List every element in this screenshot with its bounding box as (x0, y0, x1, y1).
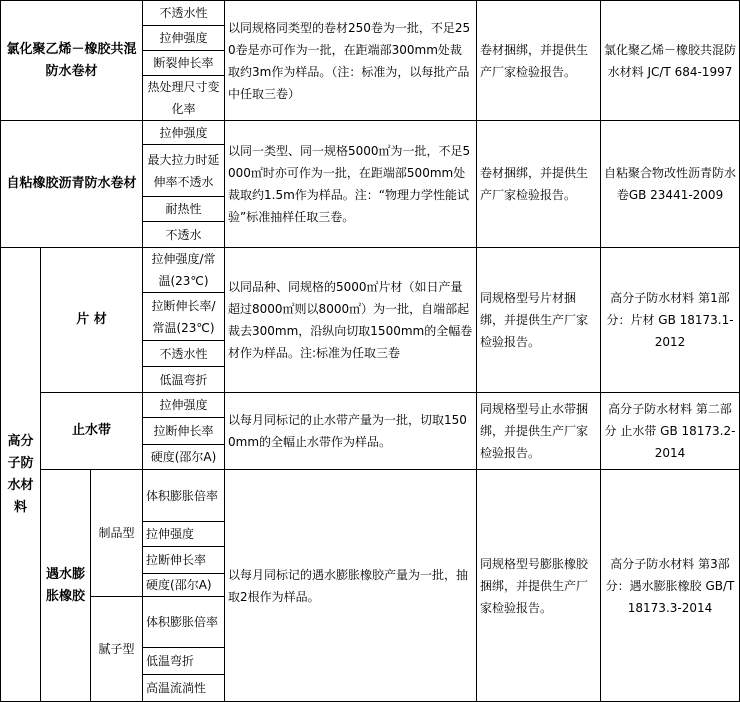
sampling-rule: 以每月同标记的止水带产量为一批，切取1500mm的全幅止水带作为样品。 (225, 393, 477, 470)
standard-ref: 高分子防水材料 第二部分 止水带 GB 18173.2-2014 (601, 393, 740, 470)
sampling-rule: 以同品种、同规格的5000㎡片材（如日产量超过8000㎡则以8000㎡）为一批，自端部起裁去300mm，沿纵向切取1500mm的全幅卷材作为样品。注:标准为任取三卷 (225, 248, 477, 393)
test-item: 拉断伸长率/常温(23℃) (143, 293, 225, 341)
packing-rule: 卷材捆绑，并提供生产厂家检验报告。 (477, 121, 601, 248)
standard-ref: 高分子防水材料 第1部分：片材 GB 18173.1-2012 (601, 248, 740, 393)
subcategory-sheet: 片 材 (41, 248, 143, 393)
test-item: 拉断伸长率 (143, 418, 225, 445)
packing-rule: 同规格型号止水带捆绑，并提供生产厂家检验报告。 (477, 393, 601, 470)
test-item: 断裂伸长率 (143, 51, 225, 76)
category-pvc-rubber: 氯化聚乙烯－橡胶共混防水卷材 (1, 1, 143, 121)
packing-rule: 同规格型号膨胀橡胶捆绑，并提供生产厂家检验报告。 (477, 470, 601, 702)
test-item: 体积膨胀倍率 (143, 470, 225, 522)
test-item: 最大拉力时延伸率不透水 (143, 145, 225, 197)
test-item: 拉伸强度 (143, 522, 225, 547)
test-item: 低温弯折 (143, 367, 225, 393)
test-item: 硬度(邵尔A) (143, 574, 225, 597)
test-item: 拉伸强度/常温(23℃) (143, 248, 225, 293)
standard-ref: 自粘聚合物改性沥青防水卷GB 23441-2009 (601, 121, 740, 248)
test-item: 耐热性 (143, 197, 225, 222)
test-item: 热处理尺寸变化率 (143, 76, 225, 121)
test-item: 拉伸强度 (143, 26, 225, 51)
test-item: 拉伸强度 (143, 393, 225, 418)
test-item: 硬度(邵尔A) (143, 445, 225, 470)
test-item: 不透水 (143, 222, 225, 248)
type-paste: 腻子型 (91, 597, 143, 702)
category-polymer: 高分子防水材料 (1, 248, 41, 702)
test-item: 拉断伸长率 (143, 547, 225, 574)
category-self-adhesive-asphalt: 自粘橡胶沥青防水卷材 (1, 121, 143, 248)
standard-ref: 氯化聚乙烯－橡胶共混防水材料 JC/T 684-1997 (601, 1, 740, 121)
sampling-rule: 以每月同标记的遇水膨胀橡胶产量为一批，抽取2根作为样品。 (225, 470, 477, 702)
test-item: 低温弯折 (143, 648, 225, 675)
type-product: 制品型 (91, 470, 143, 597)
subcategory-waterstop: 止水带 (41, 393, 143, 470)
sampling-rule: 以同一类型、同一规格5000㎡为一批，不足5000㎡时亦可作为一批，在距端部500mm处裁取约1.5m作为样品。注：“物理力学性能试验”标准抽样任取三卷。 (225, 121, 477, 248)
packing-rule: 同规格型号片材捆绑，并提供生产厂家检验报告。 (477, 248, 601, 393)
packing-rule: 卷材捆绑，并提供生产厂家检验报告。 (477, 1, 601, 121)
test-item: 体积膨胀倍率 (143, 597, 225, 648)
test-item: 不透水性 (143, 341, 225, 367)
sampling-rule: 以同规格同类型的卷材250卷为一批，不足250卷是亦可作为一批，在距端部300mm处裁取约3m作为样品。（注：标准为，以每批产品中任取三卷） (225, 1, 477, 121)
test-item: 不透水性 (143, 1, 225, 26)
standard-ref: 高分子防水材料 第3部分：遇水膨胀橡胶 GB/T 18173.3-2014 (601, 470, 740, 702)
test-item: 拉伸强度 (143, 121, 225, 145)
subcategory-swelling-rubber: 遇水膨胀橡胶 (41, 470, 91, 702)
test-item: 高温流淌性 (143, 675, 225, 702)
